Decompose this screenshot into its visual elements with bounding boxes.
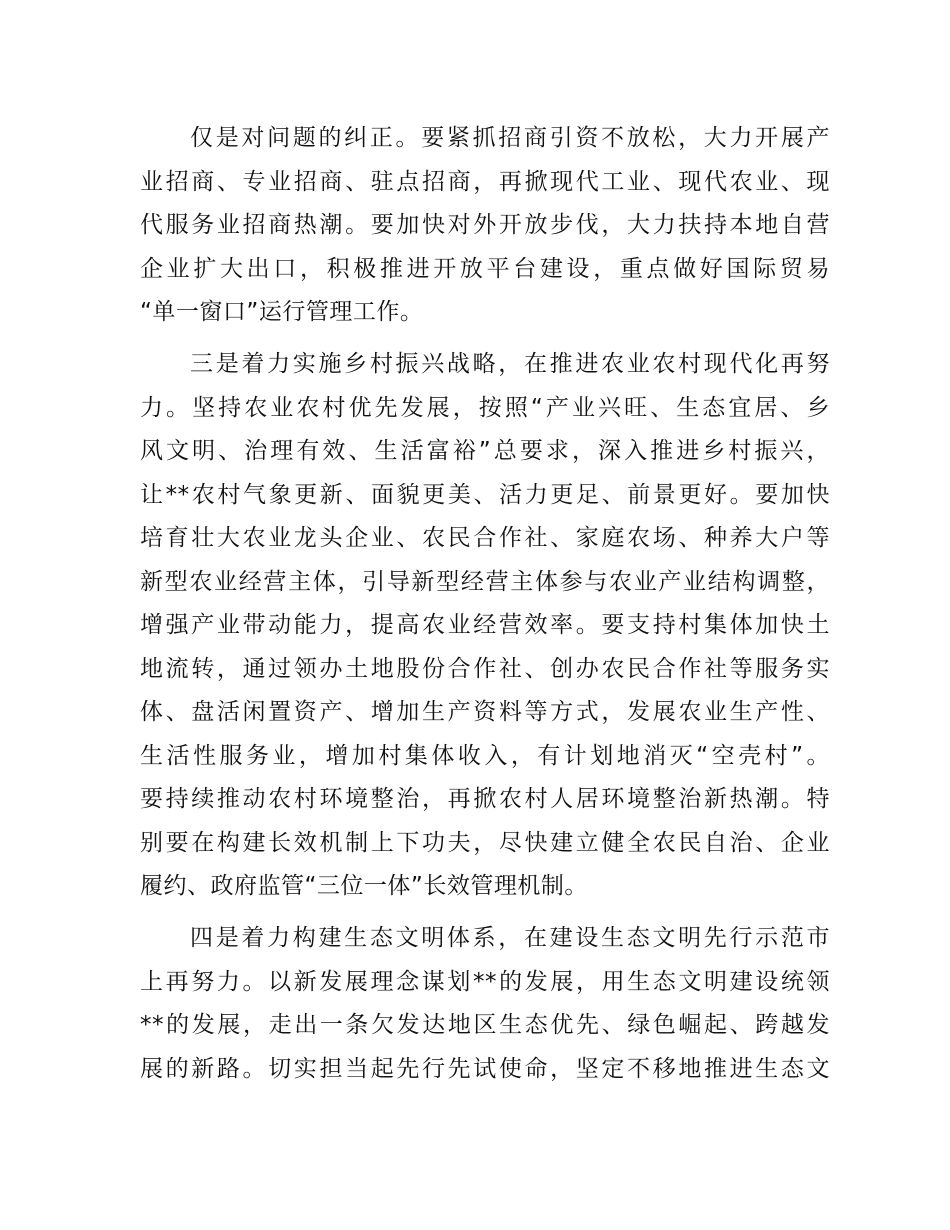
paragraph-line: 地流转，通过领办土地股份合作社、创办农民合作社等服务实 bbox=[140, 655, 830, 682]
paragraph-line: 履约、政府监管“三位一体”长效管理机制。 bbox=[140, 873, 588, 899]
paragraph-line: 展的新路。切实担当起先行先试使命，坚定不移地推进生态文 bbox=[140, 1055, 830, 1082]
paragraph-3 bbox=[140, 917, 830, 1091]
paragraph-line: 要持续推动农村环境整治，再掀农村人居环境整治新热潮。特 bbox=[140, 786, 830, 812]
paragraph-line: 培育壮大农业龙头企业、农民合作社、家庭农场、种养大户等 bbox=[140, 525, 830, 551]
paragraph-line: 体、盘活闲置资产、增加生产资料等方式，发展农业生产性、 bbox=[140, 699, 830, 725]
paragraph-line: “单一窗口”运行管理工作。 bbox=[140, 299, 424, 325]
paragraph-line: 新型农业经营主体，引导新型经营主体参与农业产业结构调整， bbox=[140, 568, 830, 595]
paragraph-line: 风文明、治理有效、生活富裕”总要求，深入推进乡村振兴， bbox=[140, 438, 830, 464]
paragraph-line: 上再努力。以新发展理念谋划**的发展，用生态文明建设统领 bbox=[140, 968, 830, 995]
paragraph-line: 力。坚持农业农村优先发展，按照“产业兴旺、生态宜居、乡 bbox=[140, 394, 830, 421]
paragraph-line: 生活性服务业，增加村集体收入，有计划地消灭“空壳村”。 bbox=[140, 742, 830, 769]
paragraph-line: **的发展，走出一条欠发达地区生态优先、绿色崛起、跨越发 bbox=[140, 1012, 830, 1038]
paragraph-line: 增强产业带动能力，提高农业经营效率。要支持村集体加快土 bbox=[140, 612, 830, 638]
paragraph-line: 三是着力实施乡村振兴战略，在推进农业农村现代化再努 bbox=[190, 351, 830, 377]
paragraph-line: 代服务业招商热潮。要加快对外开放步伐，大力扶持本地自营 bbox=[140, 212, 830, 238]
paragraph-line: 业招商、专业招商、驻点招商，再掀现代工业、现代农业、现 bbox=[140, 168, 830, 195]
paragraph-line: 让**农村气象更新、面貌更美、活力更足、前景更好。要加快 bbox=[140, 481, 830, 508]
paragraph-1 bbox=[140, 117, 830, 335]
paragraph-line: 企业扩大出口，积极推进开放平台建设，重点做好国际贸易 bbox=[140, 255, 830, 282]
paragraph-line: 别要在构建长效机制上下功夫，尽快建立健全农民自治、企业 bbox=[140, 829, 830, 856]
paragraph-line: 四是着力构建生态文明体系，在建设生态文明先行示范市 bbox=[190, 925, 830, 951]
paragraph-2 bbox=[140, 343, 830, 909]
paragraph-line: 仅是对问题的纠正。要紧抓招商引资不放松，大力开展产 bbox=[190, 125, 830, 151]
